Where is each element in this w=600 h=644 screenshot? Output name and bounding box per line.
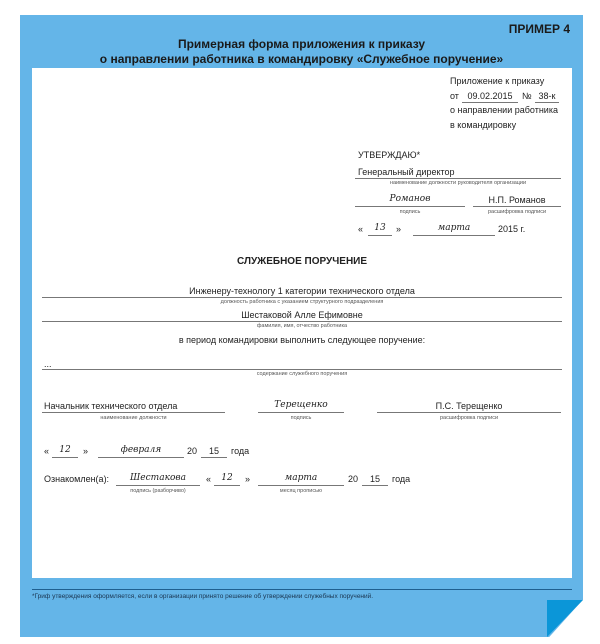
underline bbox=[413, 235, 495, 236]
underline bbox=[535, 102, 559, 103]
employee-position-caption: должность работника с указанием структурного подразделения bbox=[220, 299, 384, 305]
ack-signature: Шестакова bbox=[130, 473, 186, 483]
underline bbox=[355, 206, 465, 207]
appendix-num: 38-к bbox=[538, 91, 556, 101]
approve-position-caption: наименование должности руководителя организации bbox=[389, 180, 527, 186]
head-century: 20 bbox=[187, 446, 198, 456]
ack-label: Ознакомлен(а): bbox=[44, 474, 110, 484]
footnote: *Гриф утверждения оформляется, если в организации принято решение об утверждении служебных поручений. bbox=[32, 593, 374, 600]
quote-close: » bbox=[83, 446, 89, 456]
head-position: Начальник технического отдела bbox=[44, 401, 178, 411]
quote-open: « bbox=[358, 224, 364, 234]
underline bbox=[98, 457, 184, 458]
example-label: ПРИМЕР 4 bbox=[508, 22, 570, 36]
head-position-caption: наименование должности bbox=[100, 415, 167, 421]
underline bbox=[462, 102, 518, 103]
approve-title: УТВЕРЖДАЮ* bbox=[358, 150, 421, 160]
employee-position: Инженеру-технологу 1 категории технического отдела bbox=[189, 286, 415, 296]
underline bbox=[42, 297, 562, 298]
appendix-line4: в командировку bbox=[450, 120, 517, 130]
underline bbox=[368, 235, 392, 236]
ack-month: марта bbox=[284, 473, 318, 483]
task-intro: в период командировки выполнить следующее поручение: bbox=[178, 335, 426, 345]
head-name-caption: расшифровка подписи bbox=[439, 415, 499, 421]
task-caption: содержание служебного поручения bbox=[256, 371, 348, 377]
approve-name: Н.П. Романов bbox=[488, 195, 546, 205]
approve-name-caption: расшифровка подписи bbox=[487, 209, 547, 215]
ack-day: 12 bbox=[221, 473, 233, 483]
quote-close: » bbox=[245, 474, 251, 484]
approve-signature-caption: подпись bbox=[399, 209, 421, 215]
approve-signature: Романов bbox=[389, 194, 431, 204]
quote-open: « bbox=[44, 446, 50, 456]
task-content: ... bbox=[44, 359, 52, 369]
head-day: 12 bbox=[59, 445, 71, 455]
approve-day: 13 bbox=[374, 223, 386, 233]
underline bbox=[214, 485, 240, 486]
underline bbox=[258, 485, 344, 486]
underline bbox=[258, 412, 344, 413]
underline bbox=[362, 485, 388, 486]
head-signature: Терещенко bbox=[274, 400, 328, 410]
approve-year: 2015 г. bbox=[498, 224, 526, 234]
underline bbox=[201, 457, 227, 458]
appendix-from: от bbox=[450, 91, 459, 101]
underline bbox=[42, 321, 562, 322]
document-title: СЛУЖЕБНОЕ ПОРУЧЕНИЕ bbox=[236, 256, 368, 267]
head-signature-caption: подпись bbox=[290, 415, 312, 421]
appendix-date: 09.02.2015 bbox=[467, 91, 513, 101]
approve-month: марта bbox=[437, 223, 471, 233]
head-name: П.С. Терещенко bbox=[435, 401, 503, 411]
ack-year-word: года bbox=[392, 474, 411, 484]
underline bbox=[116, 485, 200, 486]
ack-century: 20 bbox=[348, 474, 359, 484]
underline bbox=[42, 412, 225, 413]
quote-open: « bbox=[206, 474, 212, 484]
appendix-num-label: № bbox=[522, 91, 532, 101]
appendix-line1: Приложение к приказу bbox=[450, 76, 545, 86]
underline bbox=[52, 457, 78, 458]
underline bbox=[473, 206, 561, 207]
ack-month-caption: месяц прописью bbox=[279, 488, 323, 494]
quote-close: » bbox=[396, 224, 402, 234]
appendix-line3: о направлении работника bbox=[450, 105, 558, 115]
underline bbox=[377, 412, 561, 413]
ack-signature-caption: подпись (разборчиво) bbox=[130, 488, 186, 494]
form-title-line2: о направлении работника в командировку «Служебное поручение» bbox=[99, 52, 504, 66]
ack-year: 15 bbox=[369, 474, 380, 484]
approve-position: Генеральный директор bbox=[358, 167, 455, 177]
form-title-line1: Примерная форма приложения к приказу bbox=[177, 37, 426, 51]
head-year-word: года bbox=[231, 446, 250, 456]
head-month: февраля bbox=[120, 445, 162, 455]
underline bbox=[355, 178, 561, 179]
underline bbox=[42, 369, 562, 370]
footnote-divider bbox=[32, 589, 572, 590]
employee-name: Шестаковой Алле Ефимовне bbox=[241, 310, 363, 320]
head-year: 15 bbox=[208, 446, 219, 456]
employee-name-caption: фамилия, имя, отчество работника bbox=[256, 323, 348, 329]
